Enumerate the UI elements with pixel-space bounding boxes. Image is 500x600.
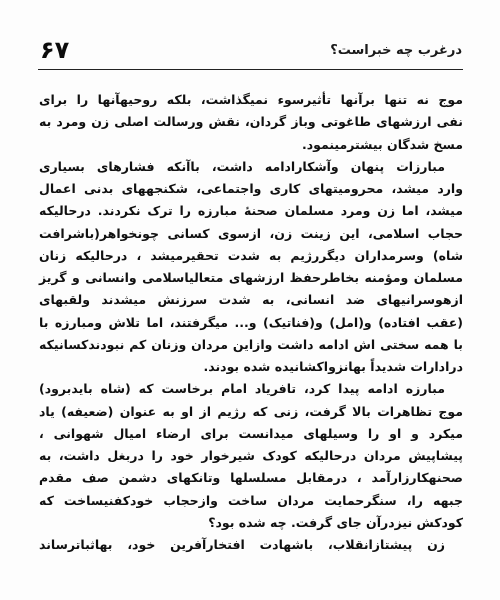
paragraph [39, 534, 463, 556]
text-line: مسخ شدگان بیشترمینمود. [301, 136, 463, 152]
text-line: ازهوسرانیهای ضد انسانی، به شدت سرزنش میشدند ولقبهای [39, 292, 463, 308]
text-line: (عقب افتاده) و(امل) و(فناتیک) و... میگرفتند، اما تلاش ومبارزه با [39, 314, 463, 330]
page-number: ۶۷ [40, 36, 70, 64]
header-rule [38, 69, 463, 70]
text-line: میکرد و او را وسیلهای میدانست برای ارضاء امیال شهوانی ، [39, 425, 463, 441]
text-line: پیشاپیش مردان درحالیکه کودک شیرخوار خود را دربغل داشت، به [39, 448, 463, 463]
text-line: کودکش نیزدرآن جای گرفت. چه شده بود؟ [208, 514, 463, 530]
body-text [39, 89, 463, 556]
text-line: جبهه را، سنگرحمایت مردان ساخت وازحجاب خودکفنیساخت که [39, 492, 463, 508]
text-line: نفی ارزشهای طاغوتی وباز گردان، نقش ورسالت اصلی زن ومرد به [39, 114, 463, 130]
text-line: موج تظاهرات بالا گرفت، زنی که رژیم از او به عنوان (ضعیفه) یاد [39, 403, 463, 419]
text-line: با همه سختی اش ادامه داشت وازاین مردان وزنان کم نبودندکسانیکه [39, 336, 463, 352]
paragraph [39, 156, 463, 379]
running-title: درغرب چه خبراست؟ [330, 43, 462, 58]
paragraph [39, 89, 463, 156]
text-line: صحنهکارزارآمد ، درمقابل مسلسلها وتانکهای دشمن صف مقدم [39, 470, 463, 486]
text-line: مبارزه ادامه پیدا کرد، تافریاد امام برخاست که (شاه بایدبرود) [39, 381, 445, 397]
text-line: درادارات شدیداً بهانزواکشانیده شده بودند. [203, 359, 463, 374]
text-line: موج نه تنها برآنها تأثیرسوء نمیگذاشت، بلکه روحیهآنها را برای [39, 92, 463, 107]
text-line: مبارزات پنهان وآشکارادامه داشت، باآنکه فشارهای بسیاری [39, 158, 445, 174]
paragraph [39, 378, 463, 534]
text-line: حجاب اسلامی، این زینت زن، ازسوی کسانی چونخواهر(باشرافت [39, 225, 463, 241]
text-line: مسلمان ومؤمنه بخاطرحفظ ارزشهای متعالیاسلامی وانسانی و گریز [39, 270, 463, 285]
text-line: میشد، اما زن ومرد مسلمان صحنهٔ مبارزه را ترک نکردند. درحالیکه [39, 203, 463, 219]
text-line: زن پیشتازانقلاب، باشهادت افتخارآفرین خود، بهاثباترساند [39, 537, 445, 552]
text-line: شاه) وسرمداران دیگررژیم به شدت تحقیرمیشد ، درحالیکه زنان [39, 247, 463, 263]
text-line: وارد میشد، محرومیتهای کاری واجتماعی، شکنجههای بدنی اعمال [39, 181, 463, 196]
